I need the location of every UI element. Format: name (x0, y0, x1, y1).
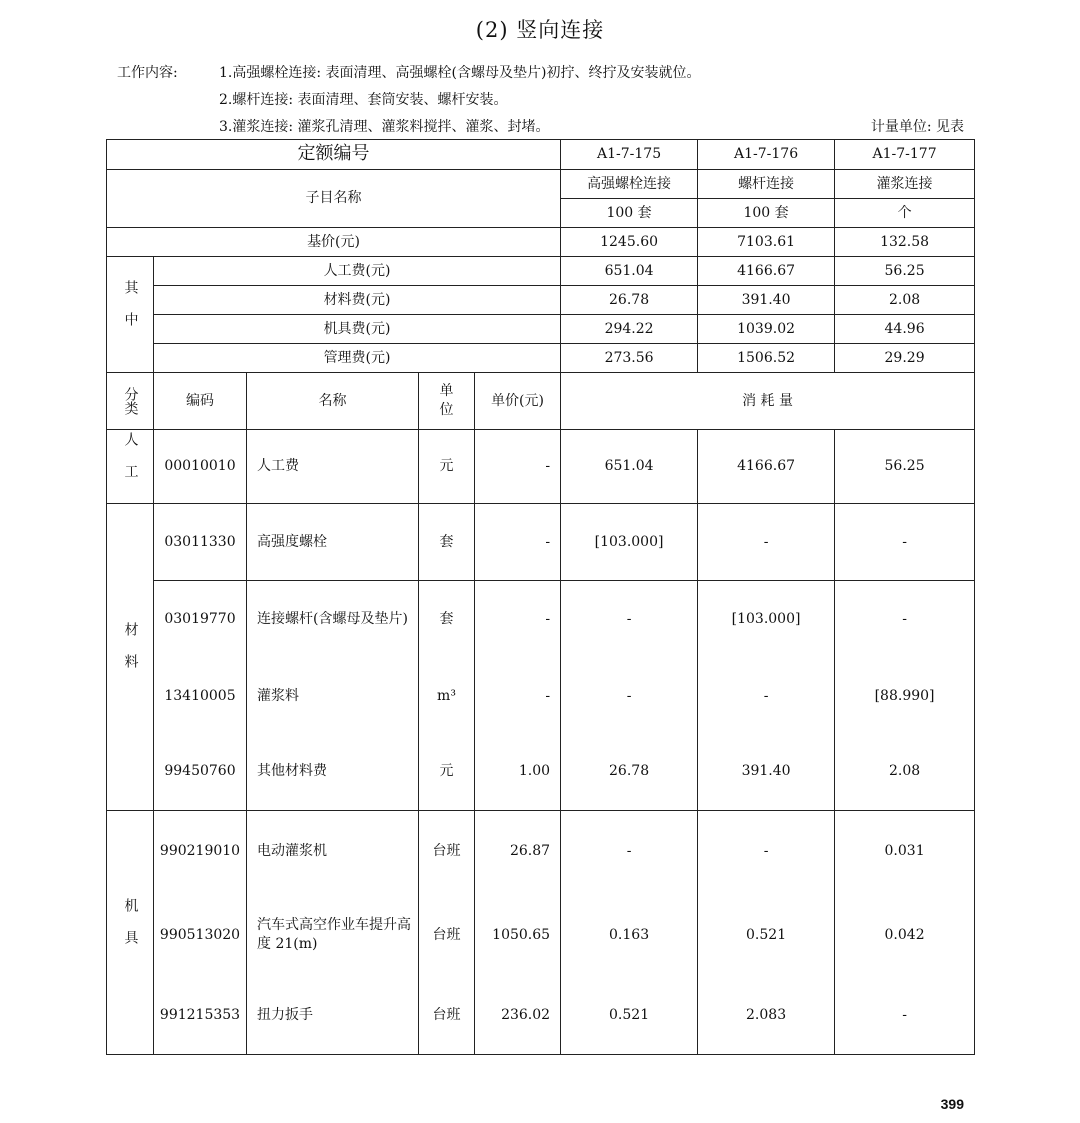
col-consumption: 消 耗 量 (561, 373, 975, 430)
col-unit-price: 单价(元) (475, 373, 561, 430)
item-name: 连接螺杆(含螺母及垫片) (247, 581, 419, 659)
item-value: 0.031 (835, 811, 975, 893)
item-value: 0.521 (561, 978, 698, 1055)
item-value: 56.25 (835, 430, 975, 504)
item-value: 391.40 (698, 734, 835, 811)
item-name: 人工费 (247, 430, 419, 504)
item-value: [103.000] (561, 504, 698, 581)
col-code: 编码 (154, 373, 247, 430)
base-price: 1245.60 (561, 228, 698, 257)
among-value: 2.08 (835, 286, 975, 315)
col-category: 分类 (107, 373, 154, 430)
work-content-label: 工作内容: (117, 65, 178, 81)
table-row (107, 978, 975, 1055)
item-code: 991215353 (154, 978, 247, 1055)
item-name: 电动灌浆机 (247, 811, 419, 893)
item-name: 扭力扳手 (247, 978, 419, 1055)
item-code: 990513020 (154, 893, 247, 978)
item-price: 26.87 (475, 811, 561, 893)
item-unit: 套 (419, 581, 475, 659)
item-unit: 个 (835, 199, 975, 228)
among-value: 26.78 (561, 286, 698, 315)
category-machine: 机具 (107, 811, 154, 1055)
item-value: 2.08 (835, 734, 975, 811)
quota-code: A1-7-175 (561, 140, 698, 170)
item-value: - (561, 811, 698, 893)
item-unit: 台班 (419, 811, 475, 893)
among-value: 273.56 (561, 344, 698, 373)
among-row (107, 344, 975, 373)
item-name: 汽车式高空作业车提升高度 21(m) (247, 893, 419, 978)
table-row (107, 504, 975, 581)
table-row (107, 893, 975, 978)
item-value: - (698, 659, 835, 734)
item-value: [103.000] (698, 581, 835, 659)
quota-no-row (107, 140, 975, 170)
quota-code: A1-7-177 (835, 140, 975, 170)
item-name: 螺杆连接 (698, 170, 835, 199)
item-value: 2.083 (698, 978, 835, 1055)
item-price: - (475, 581, 561, 659)
page-title: (2) 竖向连接 (475, 18, 605, 42)
item-value: - (835, 581, 975, 659)
item-unit: 套 (419, 504, 475, 581)
among-item-label: 管理费(元) (154, 344, 561, 373)
page-number: 399 (940, 1096, 964, 1112)
among-item-label: 人工费(元) (154, 257, 561, 286)
item-value: - (561, 659, 698, 734)
among-value: 294.22 (561, 315, 698, 344)
item-unit: m³ (419, 659, 475, 734)
among-value: 4166.67 (698, 257, 835, 286)
item-name-row (107, 170, 975, 199)
table-row (107, 734, 975, 811)
item-value: - (835, 504, 975, 581)
work-content-line-3: 3.灌浆连接: 灌浆孔清理、灌浆料搅拌、灌浆、封堵。 (219, 119, 550, 135)
item-unit: 100 套 (561, 199, 698, 228)
item-value: - (698, 504, 835, 581)
among-item-label: 机具费(元) (154, 315, 561, 344)
item-price: 1.00 (475, 734, 561, 811)
col-name: 名称 (247, 373, 419, 430)
work-content-line-1: 1.高强螺栓连接: 表面清理、高强螺栓(含螺母及垫片)初拧、终拧及安装就位。 (219, 65, 701, 81)
item-code: 00010010 (154, 430, 247, 504)
col-unit: 单位 (419, 373, 475, 430)
among-value: 29.29 (835, 344, 975, 373)
item-price: - (475, 430, 561, 504)
item-name: 其他材料费 (247, 734, 419, 811)
among-item-label: 材料费(元) (154, 286, 561, 315)
quota-table (106, 139, 975, 1055)
quota-no-label: 定额编号 (107, 140, 561, 170)
item-unit: 100 套 (698, 199, 835, 228)
item-unit: 台班 (419, 978, 475, 1055)
among-value: 1506.52 (698, 344, 835, 373)
item-name-label: 子目名称 (107, 170, 561, 228)
base-price-label: 基价(元) (107, 228, 561, 257)
item-value: - (561, 581, 698, 659)
among-row (107, 257, 975, 286)
among-value: 56.25 (835, 257, 975, 286)
category-labor: 人工 (107, 430, 154, 504)
item-unit: 元 (419, 430, 475, 504)
table-row (107, 581, 975, 659)
item-code: 03011330 (154, 504, 247, 581)
item-price: - (475, 504, 561, 581)
base-price: 132.58 (835, 228, 975, 257)
table-row (107, 659, 975, 734)
item-value: 4166.67 (698, 430, 835, 504)
base-price: 7103.61 (698, 228, 835, 257)
item-price: 1050.65 (475, 893, 561, 978)
category-material: 材料 (107, 504, 154, 811)
item-code: 990219010 (154, 811, 247, 893)
item-value: - (835, 978, 975, 1055)
item-value: 651.04 (561, 430, 698, 504)
item-value: - (698, 811, 835, 893)
item-value: 26.78 (561, 734, 698, 811)
item-unit: 元 (419, 734, 475, 811)
item-value: [88.990] (835, 659, 975, 734)
item-value: 0.163 (561, 893, 698, 978)
item-name: 高强度螺栓 (247, 504, 419, 581)
item-value: 0.521 (698, 893, 835, 978)
base-price-row (107, 228, 975, 257)
item-price: 236.02 (475, 978, 561, 1055)
among-value: 1039.02 (698, 315, 835, 344)
among-value: 44.96 (835, 315, 975, 344)
work-content-line-2: 2.螺杆连接: 表面清理、套筒安装、螺杆安装。 (219, 92, 508, 108)
item-code: 99450760 (154, 734, 247, 811)
quota-code: A1-7-176 (698, 140, 835, 170)
unit-note: 计量单位: 见表 (870, 119, 964, 135)
column-header-row (107, 373, 975, 430)
table-row (107, 811, 975, 893)
item-price: - (475, 659, 561, 734)
among-row (107, 286, 975, 315)
item-value: 0.042 (835, 893, 975, 978)
item-code: 13410005 (154, 659, 247, 734)
item-code: 03019770 (154, 581, 247, 659)
among-label: 其中 (107, 257, 154, 373)
item-unit: 台班 (419, 893, 475, 978)
item-name: 灌浆连接 (835, 170, 975, 199)
table-row (107, 430, 975, 504)
item-name: 灌浆料 (247, 659, 419, 734)
among-value: 651.04 (561, 257, 698, 286)
among-value: 391.40 (698, 286, 835, 315)
item-name: 高强螺栓连接 (561, 170, 698, 199)
among-row (107, 315, 975, 344)
